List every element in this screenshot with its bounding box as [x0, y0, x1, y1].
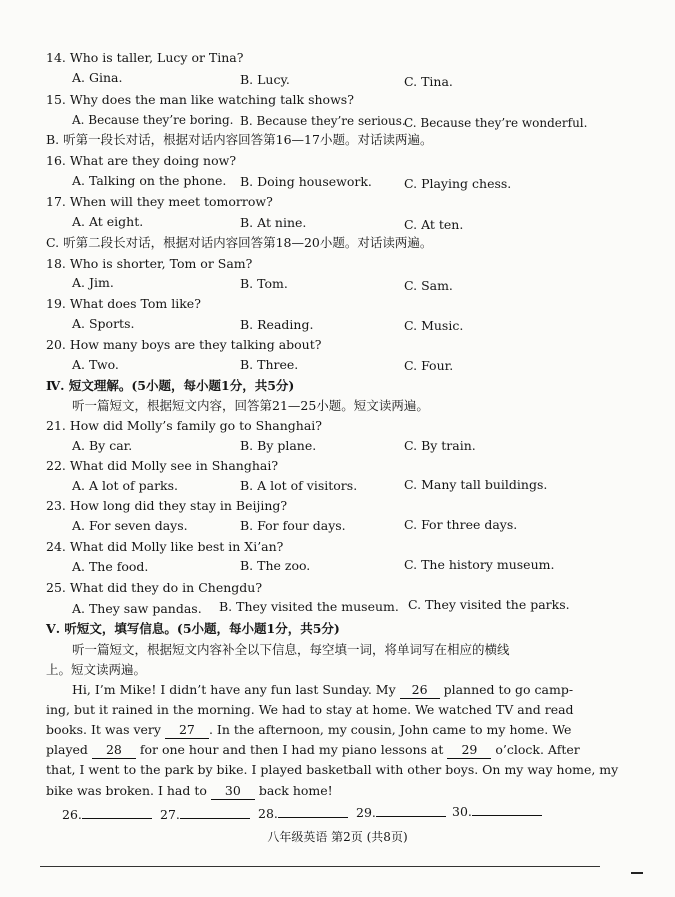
option-25a: A. They saw pandas.: [72, 601, 202, 616]
passage-text: Hi, I’m Mike! I didn’t have any fun last Sunday. My: [72, 682, 400, 697]
section-b-instruction: B. 听第一段长对话，根据对话内容回答第16—17小题。对话读两遍。: [46, 132, 433, 147]
option-22c: C. Many tall buildings.: [404, 477, 548, 492]
section-v-heading: Ⅴ. 听短文，填写信息。(5小题，每小题1分，共5分): [46, 621, 340, 636]
question-25: 25. What did they do in Chengdu?: [46, 580, 263, 595]
answer-number: 27.: [160, 807, 180, 822]
option-14c: C. Tina.: [404, 74, 453, 89]
question-18: 18. Who is shorter, Tom or Sam?: [46, 256, 253, 271]
answer-number: 28.: [258, 806, 278, 821]
answer-30[interactable]: [452, 803, 542, 820]
passage-text: bike was broken. I had to: [46, 783, 211, 798]
passage-text: back home!: [254, 783, 333, 798]
passage-line-3: [46, 722, 574, 739]
option-18c: C. Sam.: [404, 278, 453, 293]
answer-line-29[interactable]: [376, 804, 446, 817]
option-24c: C. The history museum.: [404, 557, 555, 572]
question-22: 22. What did Molly see in Shanghai?: [46, 458, 279, 473]
option-14a: A. Gina.: [72, 70, 123, 85]
section-iv-heading: Ⅳ. 短文理解。(5小题，每小题1分，共5分): [46, 378, 295, 393]
option-19c: C. Music.: [404, 318, 464, 333]
option-19b: B. Reading.: [240, 317, 314, 332]
option-18b: B. Tom.: [240, 276, 288, 291]
answer-27[interactable]: [160, 806, 250, 823]
option-25b: B. They visited the museum.: [219, 599, 399, 614]
option-15c: C. Because they’re wonderful.: [404, 116, 588, 130]
question-20: 20. How many boys are they talking about?: [46, 337, 322, 352]
option-16b: B. Doing housework.: [240, 174, 372, 189]
corner-mark: [631, 872, 643, 874]
option-25c: C. They visited the parks.: [408, 597, 570, 612]
option-17b: B. At nine.: [240, 215, 307, 230]
passage-text: o’clock. After: [491, 742, 580, 757]
section-c-instruction: C. 听第二段长对话，根据对话内容回答第18—20小题。对话读两遍。: [46, 235, 433, 250]
option-21c: C. By train.: [404, 438, 476, 453]
option-14b: B. Lucy.: [240, 72, 290, 87]
passage-text: for one hour and then I had my piano lessons at: [135, 742, 448, 757]
blank-30: 30: [211, 783, 255, 800]
option-23a: A. For seven days.: [72, 518, 188, 533]
option-24b: B. The zoo.: [240, 558, 311, 573]
option-21b: B. By plane.: [240, 438, 317, 453]
section-iv-instruction: 听一篇短文，根据短文内容，回答第21—25小题。短文读两遍。: [72, 398, 429, 413]
section-v-instruction-line2: 上。短文读两遍。: [46, 662, 147, 677]
answer-number: 29.: [356, 805, 376, 820]
option-19a: A. Sports.: [72, 316, 135, 331]
answer-number: 26.: [62, 807, 82, 822]
section-v-instruction-line1: 听一篇短文，根据短文内容补全以下信息，每空填一词，将单词写在相应的横线: [72, 642, 510, 657]
blank-26: 26: [400, 682, 440, 699]
option-20c: C. Four.: [404, 358, 454, 373]
blank-28: 28: [92, 742, 136, 759]
blank-29: 29: [447, 742, 491, 759]
option-15b: B. Because they’re serious.: [240, 114, 406, 128]
option-17c: C. At ten.: [404, 217, 464, 232]
question-17: 17. When will they meet tomorrow?: [46, 194, 273, 209]
option-17a: A. At eight.: [72, 214, 144, 229]
question-23: 23. How long did they stay in Beijing?: [46, 498, 288, 513]
option-16c: C. Playing chess.: [404, 176, 512, 191]
option-21a: A. By car.: [72, 438, 133, 453]
passage-line-6: [46, 783, 574, 800]
bottom-rule: [40, 866, 600, 867]
option-20b: B. Three.: [240, 357, 299, 372]
question-21: 21. How did Molly’s family go to Shanghai?: [46, 418, 322, 433]
option-23b: B. For four days.: [240, 518, 346, 533]
option-20a: A. Two.: [72, 357, 119, 372]
answer-line-27[interactable]: [180, 806, 250, 819]
option-15a: A. Because they’re boring.: [72, 113, 234, 127]
option-23c: C. For three days.: [404, 517, 518, 532]
option-16a: A. Talking on the phone.: [72, 173, 227, 188]
answer-line-26[interactable]: [82, 806, 152, 819]
question-14: 14. Who is taller, Lucy or Tina?: [46, 50, 244, 65]
passage-text: planned to go camp-: [439, 682, 574, 697]
passage-text: played: [46, 742, 92, 757]
question-24: 24. What did Molly like best in Xi’an?: [46, 539, 284, 554]
question-19: 19. What does Tom like?: [46, 296, 201, 311]
answer-26[interactable]: [62, 806, 152, 823]
option-22b: B. A lot of visitors.: [240, 478, 358, 493]
question-15: 15. Why does the man like watching talk shows?: [46, 92, 354, 107]
option-18a: A. Jim.: [72, 275, 114, 290]
answer-line-30[interactable]: [472, 803, 542, 816]
answer-line-28[interactable]: [278, 805, 348, 818]
passage-line-4: [46, 742, 580, 759]
passage-line-2: ing, but it rained in the morning. We had to stay at home. We watched TV and read: [46, 702, 574, 717]
passage-text: books. It was very: [46, 722, 165, 737]
answer-number: 30.: [452, 804, 472, 819]
answer-29[interactable]: [356, 804, 446, 821]
answer-28[interactable]: [258, 805, 348, 822]
page-footer: 八年级英语 第2页 (共8页): [267, 830, 408, 844]
question-16: 16. What are they doing now?: [46, 153, 237, 168]
passage-line-5: that, I went to the park by bike. I played basketball with other boys. On my way home, my: [46, 762, 619, 777]
option-24a: A. The food.: [72, 559, 149, 574]
passage-line-1: [72, 682, 600, 699]
passage-text: . In the afternoon, my cousin, John came to my home. We: [208, 722, 572, 737]
option-22a: A. A lot of parks.: [72, 478, 179, 493]
blank-27: 27: [165, 722, 209, 739]
